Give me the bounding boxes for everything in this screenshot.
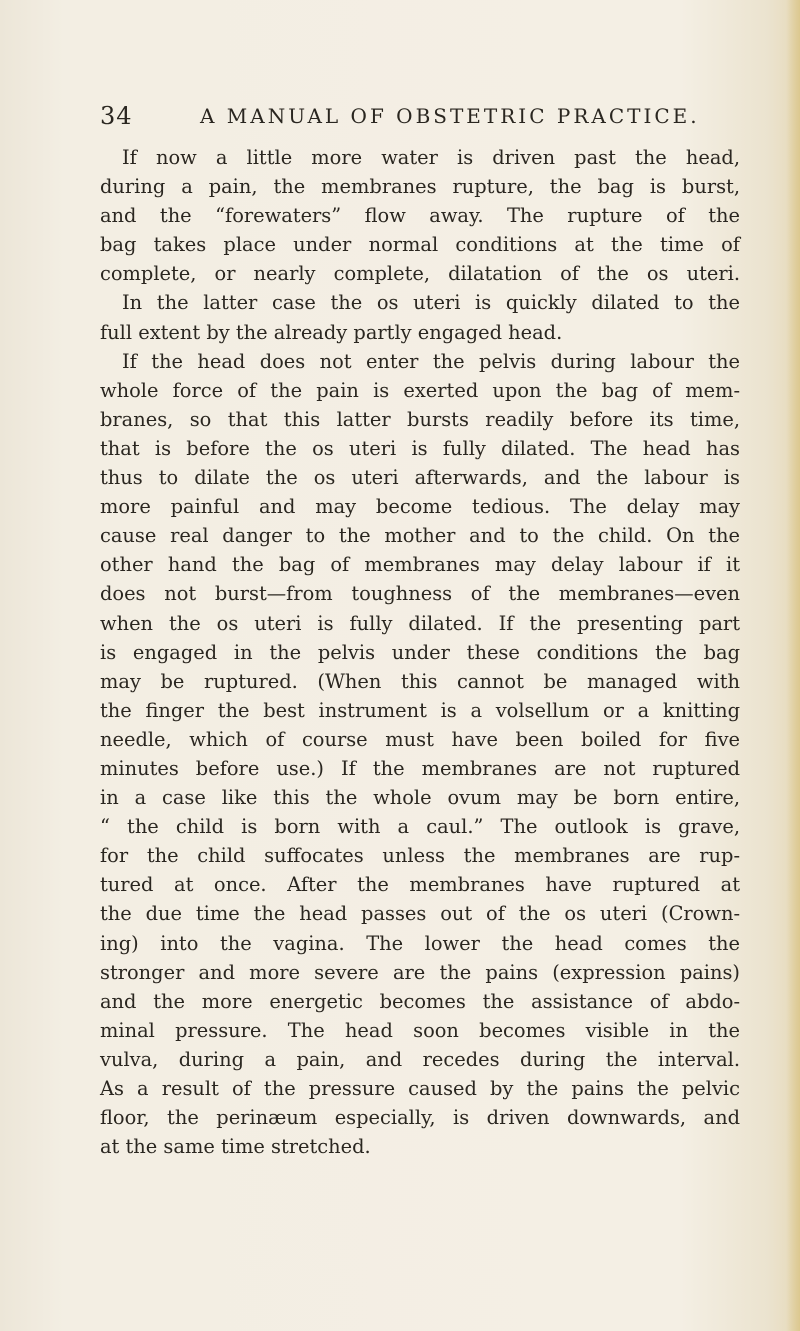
text-line: full extent by the already partly engaged head.	[100, 320, 563, 344]
text-line: thus to dilate the os uteri afterwards, and the labour is	[100, 466, 740, 490]
text-line: is engaged in the pelvis under these conditions the bag	[100, 640, 740, 664]
text-line: If the head does not enter the pelvis during labour the	[122, 349, 740, 373]
text-line: ing) into the vagina. The lower the head comes the	[100, 931, 740, 955]
text-line: minutes before use.) If the membranes are not ruptured	[100, 756, 740, 780]
text-line: If now a little more water is driven past the head,	[122, 146, 740, 169]
text-line: As a result of the pressure caused by the pains the pelvic	[100, 1077, 740, 1100]
text-line: the finger the best instrument is a volsellum or a knitting	[100, 698, 740, 722]
text-line: other hand the bag of membranes may delay labour if it	[100, 553, 740, 577]
text-line: the due time the head passes out of the os uteri (Crown-	[100, 902, 740, 926]
text-line: floor, the perinæum especially, is driven downwards, and	[100, 1106, 740, 1130]
text-line: and the “forewaters” flow away. The rupture of the	[100, 204, 740, 228]
text-line: cause real danger to the mother and to the child. On the	[100, 524, 740, 548]
text-line: stronger and more severe are the pains (expression pains)	[100, 960, 740, 984]
text-line: vulva, during a pain, and recedes during the interval.	[100, 1047, 740, 1071]
text-line: for the child suffocates unless the membranes are rup-	[100, 844, 740, 868]
page-header	[100, 102, 740, 136]
text-line: more painful and may become tedious. The delay may	[100, 495, 740, 519]
text-line: in a case like this the whole ovum may be born entire,	[100, 786, 740, 810]
text-line: during a pain, the membranes rupture, the bag is burst,	[100, 175, 740, 199]
text-line: tured at once. After the membranes have ruptured at	[100, 873, 740, 897]
text-line: that is before the os uteri is fully dilated. The head has	[100, 436, 740, 460]
text-line: “ the child is born with a caul.” The outlook is grave,	[100, 815, 740, 839]
text-line: and the more energetic becomes the assistance of abdo-	[100, 989, 740, 1013]
text-line: minal pressure. The head soon becomes visible in the	[100, 1018, 740, 1042]
body-text	[100, 143, 740, 1161]
text-line: when the os uteri is fully dilated. If the presenting part	[100, 611, 740, 635]
running-title: A MANUAL OF OBSTETRIC PRACTICE.	[200, 104, 700, 128]
text-line: whole force of the pain is exerted upon the bag of mem-	[100, 378, 740, 402]
text-line: may be ruptured. (When this cannot be managed with	[100, 669, 740, 693]
text-line: In the latter case the os uteri is quickly dilated to the	[122, 291, 740, 315]
text-line: bag takes place under normal conditions at the time of	[100, 233, 740, 257]
text-line: needle, which of course must have been boiled for five	[100, 727, 740, 751]
page-number: 34	[100, 102, 133, 130]
text-line: does not burst—from toughness of the membranes—even	[100, 582, 740, 606]
text-line: complete, or nearly complete, dilatation of the os uteri.	[100, 262, 740, 286]
text-line: at the same time stretched.	[100, 1135, 371, 1159]
text-line: branes, so that this latter bursts readily before its time,	[100, 407, 740, 431]
page-edge	[786, 0, 800, 1331]
